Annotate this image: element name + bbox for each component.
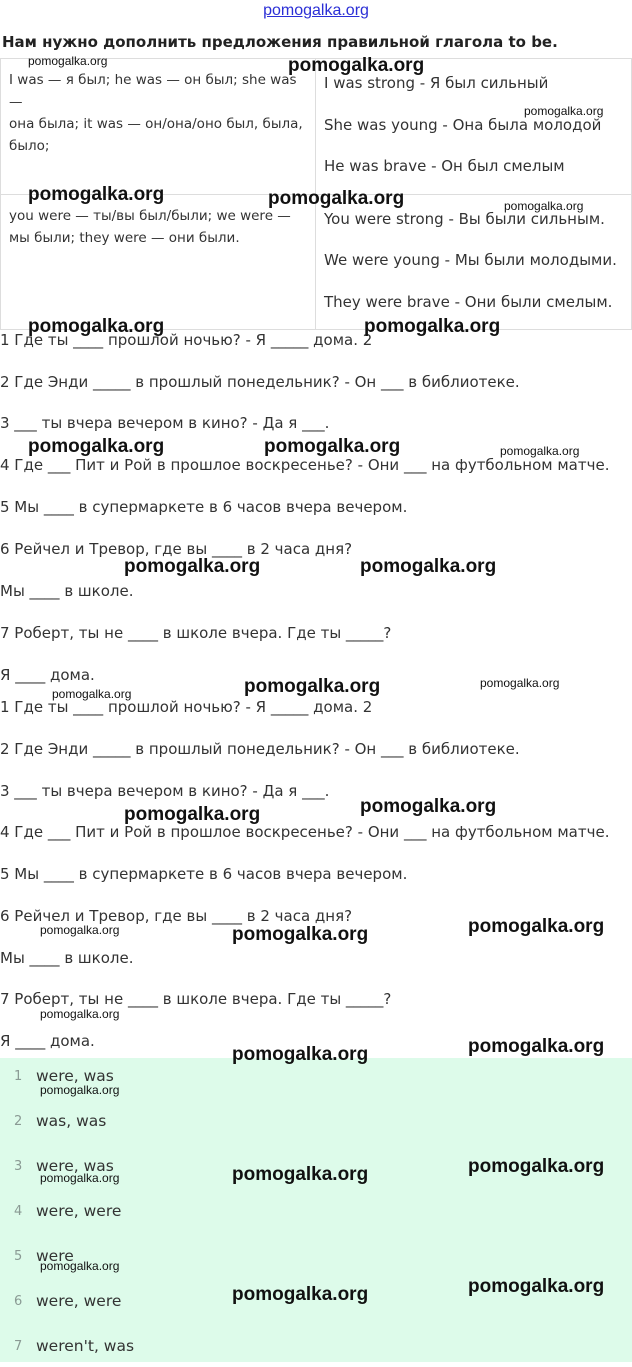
watermark: pomogalka.org xyxy=(468,1276,605,1297)
watermark: pomogalka.org xyxy=(40,1171,120,1185)
answer-number: 6 xyxy=(14,1294,23,1309)
watermark: pomogalka.org xyxy=(40,1259,120,1273)
example-line: He was brave - Он был смелым xyxy=(324,157,565,175)
watermark: pomogalka.org xyxy=(232,1284,369,1305)
table-row xyxy=(1,194,632,330)
question-line: 7 Роберт, ты не ____ в школе вчера. Где ты _____? xyxy=(0,624,392,642)
question-line: 6 Рейчел и Тревор, где вы ____ в 2 часа дня? xyxy=(0,907,353,925)
watermark: pomogalka.org xyxy=(364,316,501,337)
question-line: 7 Роберт, ты не ____ в школе вчера. Где ты _____? xyxy=(0,990,392,1008)
watermark: pomogalka.org xyxy=(52,687,132,701)
question-line: 5 Мы ____ в супермаркете в 6 часов вчера вечером. xyxy=(0,498,408,516)
watermark: pomogalka.org xyxy=(524,104,604,118)
watermark: pomogalka.org xyxy=(40,1083,120,1097)
question-line: 2 Где Энди _____ в прошлый понедельник? - Он ___ в библиотеке. xyxy=(0,740,520,758)
watermark: pomogalka.org xyxy=(500,444,580,458)
rule-line: you were — ты/вы был/были; we were — xyxy=(9,207,291,224)
answer-number: 1 xyxy=(14,1069,23,1084)
answer-text: were, were xyxy=(36,1292,122,1310)
site-title-link[interactable]: pomogalka.org xyxy=(263,2,369,19)
watermark: pomogalka.org xyxy=(480,676,560,690)
example-cell xyxy=(316,194,632,330)
rule-line: она была; it was — он/она/оно был, была, xyxy=(9,116,303,132)
question-line: 6 Рейчел и Тревор, где вы ____ в 2 часа дня? xyxy=(0,540,353,558)
watermark: pomogalka.org xyxy=(232,924,369,945)
watermark: pomogalka.org xyxy=(468,916,605,937)
answers-panel xyxy=(0,1058,632,1362)
watermark: pomogalka.org xyxy=(232,1044,369,1065)
example-line: I was strong - Я был сильный xyxy=(324,74,549,92)
answer-text: were, were xyxy=(36,1202,122,1220)
example-line: You were strong - Вы были сильным. xyxy=(324,209,605,228)
answer-text: were xyxy=(36,1247,74,1265)
answer-number: 7 xyxy=(14,1339,23,1354)
answer-number: 3 xyxy=(14,1159,23,1174)
rule-cell xyxy=(1,59,316,195)
question-line: 2 Где Энди _____ в прошлый понедельник? - Он ___ в библиотеке. xyxy=(0,373,520,391)
question-line: 4 Где ___ Пит и Рой в прошлое воскресенье? - Они ___ на футбольном матче. xyxy=(0,456,610,474)
answer-number: 5 xyxy=(14,1249,23,1264)
question-line: 3 ___ ты вчера вечером в кино? - Да я ___. xyxy=(0,414,330,432)
table-row xyxy=(1,59,632,195)
watermark: pomogalka.org xyxy=(28,54,108,68)
question-line: Мы ____ в школе. xyxy=(0,949,134,967)
question-line: 1 Где ты ____ прошлой ночью? - Я _____ дома. 2 xyxy=(0,331,373,349)
answer-text: were, was xyxy=(36,1067,114,1085)
watermark: pomogalka.org xyxy=(40,1007,120,1021)
watermark: pomogalka.org xyxy=(28,316,165,337)
question-line: 3 ___ ты вчера вечером в кино? - Да я ___. xyxy=(0,782,330,800)
question-line: 5 Мы ____ в супермаркете в 6 часов вчера вечером. xyxy=(0,865,408,883)
rule-cell xyxy=(1,194,316,330)
watermark: pomogalka.org xyxy=(28,436,165,457)
example-line: We were young - Мы были молодыми. xyxy=(324,251,617,269)
watermark: pomogalka.org xyxy=(124,804,261,825)
watermark: pomogalka.org xyxy=(504,199,584,213)
watermark: pomogalka.org xyxy=(288,55,425,76)
example-line: She was young - Она была молодой xyxy=(324,115,602,134)
rule-line: I was — я был; he was — он был; she was — xyxy=(9,72,297,110)
answer-number: 2 xyxy=(14,1114,23,1129)
watermark: pomogalka.org xyxy=(264,436,401,457)
question-line: 1 Где ты ____ прошлой ночью? - Я _____ дома. 2 xyxy=(0,698,373,716)
answer-text: were, was xyxy=(36,1157,114,1175)
watermark: pomogalka.org xyxy=(468,1036,605,1057)
question-line: 4 Где ___ Пит и Рой в прошлое воскресенье? - Они ___ на футбольном матче. xyxy=(0,823,610,841)
watermark: pomogalka.org xyxy=(360,796,497,817)
answer-number: 4 xyxy=(14,1204,23,1219)
answer-text: weren't, was xyxy=(36,1337,135,1355)
watermark: pomogalka.org xyxy=(468,1156,605,1177)
watermark: pomogalka.org xyxy=(232,1164,369,1185)
watermark: pomogalka.org xyxy=(244,676,381,697)
answer-text: was, was xyxy=(36,1112,107,1130)
rule-line: было; xyxy=(9,138,50,154)
watermark: pomogalka.org xyxy=(124,556,261,577)
watermark: pomogalka.org xyxy=(28,184,165,205)
question-line: Мы ____ в школе. xyxy=(0,582,134,600)
rule-line: мы были; they were — они были. xyxy=(9,229,240,246)
watermark: pomogalka.org xyxy=(40,923,120,937)
question-line: Я ____ дома. xyxy=(0,1032,95,1050)
example-line: They were brave - Они были смелым. xyxy=(324,292,613,311)
task-heading: Нам нужно дополнить предложения правильной глагола to be. xyxy=(2,33,558,51)
question-line: Я ____ дома. xyxy=(0,666,95,684)
example-cell xyxy=(316,59,632,195)
watermark: pomogalka.org xyxy=(268,188,405,209)
watermark: pomogalka.org xyxy=(360,556,497,577)
